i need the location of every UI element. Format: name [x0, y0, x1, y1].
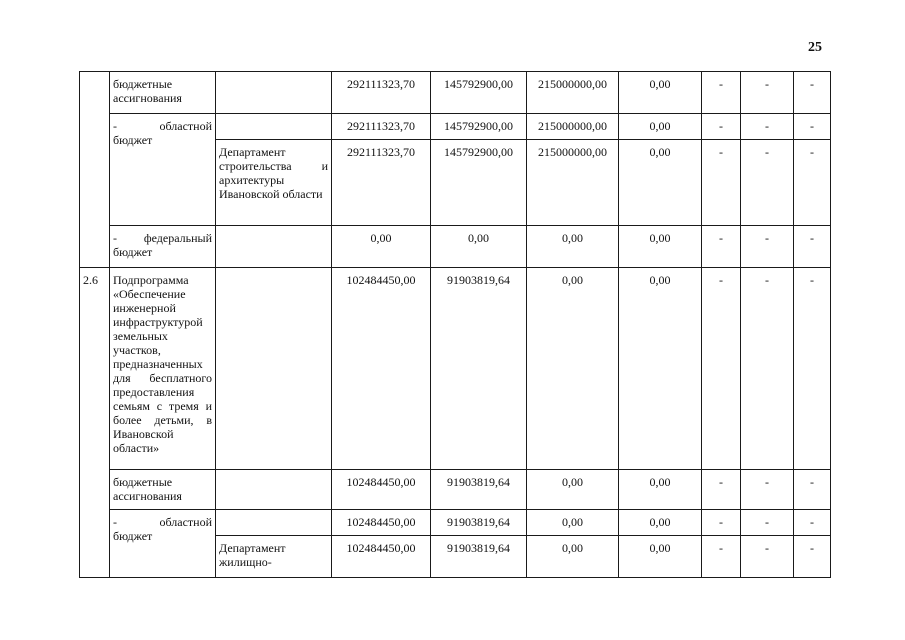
dash-cell: -	[702, 536, 741, 578]
table-row	[80, 114, 831, 140]
value-cell: 145792900,00	[431, 140, 527, 226]
executor-cell	[216, 72, 332, 114]
label-word: областной	[159, 515, 212, 529]
value-cell: 215000000,00	[527, 72, 619, 114]
row-label	[110, 226, 216, 268]
page-number: 25	[808, 40, 822, 55]
value-cell: 0,00	[619, 536, 702, 578]
dash-cell: -	[794, 268, 831, 470]
row-label: Подпрограмма «Обеспечение инженерной инфраструктурой земельных участков, предназначенных для бесплатного предоставления семьям с тремя и более детьми, в Ивановской области»	[110, 268, 216, 470]
executor-line: Департамент	[219, 145, 286, 159]
dash-cell: -	[702, 226, 741, 268]
value-cell: 0,00	[619, 268, 702, 470]
value-cell: 91903819,64	[431, 470, 527, 510]
executor-cell	[216, 140, 332, 226]
executor-rest: архитектуры Ивановской области	[219, 173, 323, 201]
executor-word: строительства	[219, 159, 292, 173]
value-cell: 215000000,00	[527, 114, 619, 140]
value-cell: 215000000,00	[527, 140, 619, 226]
row-label	[110, 114, 216, 226]
dash-cell: -	[741, 470, 794, 510]
table-row	[80, 268, 831, 470]
dash-cell: -	[794, 72, 831, 114]
index-cell: 2.6	[80, 268, 110, 578]
value-cell: 0,00	[619, 72, 702, 114]
dash-cell: -	[794, 470, 831, 510]
executor-cell	[216, 510, 332, 536]
table-row	[80, 72, 831, 114]
value-cell: 292111323,70	[332, 140, 431, 226]
executor-cell	[216, 114, 332, 140]
value-cell: 292111323,70	[332, 72, 431, 114]
label-rest: бюджет	[113, 133, 153, 147]
value-cell: 0,00	[619, 226, 702, 268]
dash-cell: -	[741, 114, 794, 140]
value-cell: 0,00	[527, 226, 619, 268]
value-cell: 0,00	[332, 226, 431, 268]
value-cell: 91903819,64	[431, 536, 527, 578]
label-word: федеральный	[143, 231, 212, 245]
table-row	[80, 470, 831, 510]
index-cell	[80, 72, 110, 268]
dash-cell: -	[741, 510, 794, 536]
value-cell: 102484450,00	[332, 536, 431, 578]
value-cell: 91903819,64	[431, 510, 527, 536]
dash-cell: -	[794, 536, 831, 578]
dash-cell: -	[794, 114, 831, 140]
label-word: областной	[159, 119, 212, 133]
executor-word: и	[321, 159, 328, 173]
value-cell: 91903819,64	[431, 268, 527, 470]
dash-cell: -	[702, 268, 741, 470]
value-cell: 0,00	[619, 140, 702, 226]
dash-cell: -	[702, 140, 741, 226]
budget-table	[79, 71, 831, 578]
value-cell: 0,00	[619, 470, 702, 510]
dash-cell: -	[794, 510, 831, 536]
value-cell: 0,00	[527, 510, 619, 536]
dash-cell: -	[741, 226, 794, 268]
value-cell: 145792900,00	[431, 72, 527, 114]
label-rest: бюджет	[113, 245, 153, 259]
label-rest: бюджет	[113, 529, 153, 543]
dash-cell: -	[702, 72, 741, 114]
value-cell: 0,00	[527, 268, 619, 470]
dash-cell: -	[741, 536, 794, 578]
executor-cell: Департамент жилищно-	[216, 536, 332, 578]
value-cell: 0,00	[619, 510, 702, 536]
executor-cell	[216, 470, 332, 510]
value-cell: 0,00	[527, 536, 619, 578]
table-row	[80, 510, 831, 536]
value-cell: 0,00	[431, 226, 527, 268]
value-cell: 102484450,00	[332, 268, 431, 470]
table-row	[80, 226, 831, 268]
dash-cell: -	[702, 114, 741, 140]
value-cell: 0,00	[619, 114, 702, 140]
value-cell: 292111323,70	[332, 114, 431, 140]
row-label: бюджетные ассигнования	[110, 470, 216, 510]
dash-cell: -	[741, 72, 794, 114]
label-prefix: -	[113, 515, 117, 529]
label-prefix: -	[113, 231, 117, 245]
row-label	[110, 510, 216, 578]
dash-cell: -	[794, 140, 831, 226]
value-cell: 145792900,00	[431, 114, 527, 140]
dash-cell: -	[702, 470, 741, 510]
label-prefix: -	[113, 119, 117, 133]
row-label: бюджетные ассигнования	[110, 72, 216, 114]
dash-cell: -	[794, 226, 831, 268]
dash-cell: -	[741, 268, 794, 470]
executor-cell	[216, 226, 332, 268]
value-cell: 102484450,00	[332, 510, 431, 536]
dash-cell: -	[702, 510, 741, 536]
dash-cell: -	[741, 140, 794, 226]
executor-cell	[216, 268, 332, 470]
value-cell: 102484450,00	[332, 470, 431, 510]
value-cell: 0,00	[527, 470, 619, 510]
